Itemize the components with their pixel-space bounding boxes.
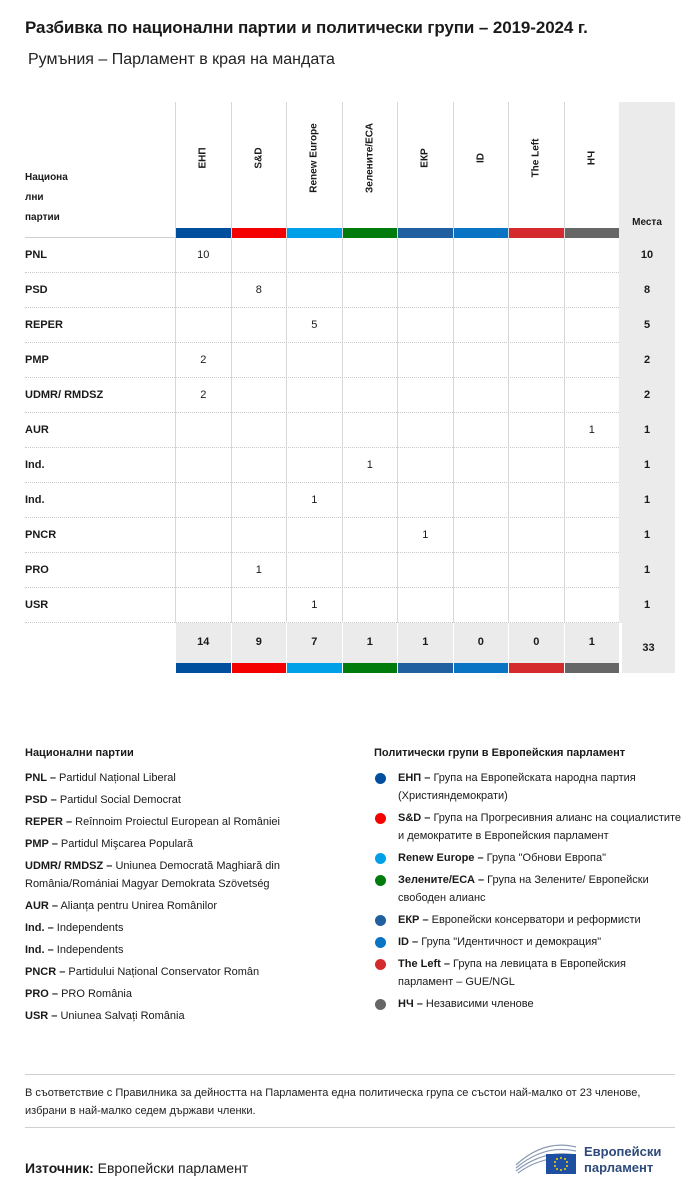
row-total: 1 <box>619 553 675 588</box>
seat-cell <box>453 273 509 308</box>
page-subtitle: Румъния – Парламент в края на мандата <box>28 51 335 68</box>
seat-cell <box>508 273 564 308</box>
seat-cell <box>231 238 287 273</box>
party-legend-item: AUR – Alianța pentru Unirea Românilor <box>25 900 217 912</box>
seat-cell <box>508 588 564 623</box>
divider <box>25 1127 675 1128</box>
seat-cell <box>175 553 231 588</box>
group-color-dot-icon <box>375 773 386 784</box>
row-total: 1 <box>619 588 675 623</box>
party-name: PNL <box>25 249 47 261</box>
seat-cell <box>231 378 287 413</box>
party-name: PSD <box>25 284 48 296</box>
seat-cell <box>564 588 620 623</box>
party-name: UDMR/ RMDSZ <box>25 389 104 401</box>
group-total: 1 <box>397 623 453 673</box>
seat-cell <box>508 553 564 588</box>
group-color-dot-icon <box>375 999 386 1010</box>
group-color-bar <box>176 663 231 673</box>
group-legend-item: Зелените/ЕСА – Група на Зелените/ Европейски свободен алианс <box>374 871 684 907</box>
seat-cell <box>453 518 509 553</box>
party-name: Ind. <box>25 494 45 506</box>
table-body <box>25 238 675 623</box>
national-parties-legend <box>25 747 355 1029</box>
group-column-header: Renew Europe <box>286 102 342 238</box>
party-legend-item: PNCR – Partidului Național Conservator Român <box>25 966 260 978</box>
seat-cell <box>175 448 231 483</box>
party-legend-item: Ind. – Independents <box>25 922 124 934</box>
group-total: 1 <box>564 623 620 673</box>
seat-cell <box>231 413 287 448</box>
seat-cell <box>286 238 342 273</box>
table-row <box>25 273 675 308</box>
party-name: Ind. <box>25 459 45 471</box>
seat-cell <box>453 483 509 518</box>
seat-cell <box>286 413 342 448</box>
row-total: 1 <box>619 448 675 483</box>
party-name: AUR <box>25 424 49 436</box>
seat-cell <box>508 378 564 413</box>
political-groups-legend <box>374 747 684 1017</box>
group-column-header: S&D <box>231 102 287 238</box>
seat-cell <box>564 273 620 308</box>
seat-cell <box>175 273 231 308</box>
seat-cell <box>342 518 398 553</box>
group-column-header: ID <box>453 102 509 238</box>
seat-cell: 1 <box>397 518 453 553</box>
seat-cell <box>453 553 509 588</box>
seat-cell <box>564 483 620 518</box>
row-total: 1 <box>619 413 675 448</box>
group-color-bar <box>343 663 398 673</box>
totals-row <box>25 623 675 673</box>
seat-cell <box>453 378 509 413</box>
party-legend-item: PSD – Partidul Social Democrat <box>25 794 181 806</box>
seat-cell <box>397 483 453 518</box>
group-color-dot-icon <box>375 853 386 864</box>
table-row <box>25 238 675 273</box>
seat-cell <box>453 413 509 448</box>
group-color-bar <box>287 663 342 673</box>
seat-cell <box>564 343 620 378</box>
group-legend-item: ЕНП – Група на Европейската народна партия (Християндемократи) <box>374 769 684 805</box>
seat-cell: 1 <box>286 588 342 623</box>
group-column-header: ЕНП <box>175 102 231 238</box>
row-total: 5 <box>619 308 675 343</box>
seat-cell: 5 <box>286 308 342 343</box>
group-color-dot-icon <box>375 937 386 948</box>
group-color-bar <box>565 228 620 238</box>
group-legend-item: ID – Група "Идентичност и демокрация" <box>374 933 684 951</box>
seat-cell <box>564 448 620 483</box>
group-column-header: ЕКР <box>397 102 453 238</box>
seat-cell <box>175 413 231 448</box>
seat-cell <box>508 483 564 518</box>
party-name: USR <box>25 599 49 611</box>
rules-note: В съответствие с Правилника за дейността на Парламента една политическа група се състои най-малко от 23 членове, избрани в най-малко седем държави членки. <box>25 1074 675 1120</box>
table-row <box>25 413 675 448</box>
seat-cell <box>342 553 398 588</box>
group-legend-item: S&D – Група на Прогресивния алианс на социалистите и демократите в Европейския парламент <box>374 809 684 845</box>
seat-cell <box>175 483 231 518</box>
group-color-bar <box>176 228 231 238</box>
group-color-dot-icon <box>375 813 386 824</box>
seat-cell <box>342 483 398 518</box>
seat-cell: 1 <box>286 483 342 518</box>
seat-cell <box>175 308 231 343</box>
seat-cell: 8 <box>231 273 287 308</box>
seat-cell <box>564 238 620 273</box>
table-row <box>25 378 675 413</box>
party-column-header: Национа лни партии <box>25 172 68 223</box>
row-total: 10 <box>619 238 675 273</box>
group-legend-item: Renew Europe – Група "Обнови Европа" <box>374 849 684 867</box>
party-name: PMP <box>25 354 49 366</box>
seat-cell <box>231 343 287 378</box>
seat-cell <box>342 378 398 413</box>
seat-cell <box>175 518 231 553</box>
group-color-bar <box>232 663 287 673</box>
seat-cell <box>564 553 620 588</box>
seat-cell <box>453 448 509 483</box>
seat-cell <box>453 343 509 378</box>
seat-cell <box>342 273 398 308</box>
table-row <box>25 553 675 588</box>
group-column-header: НЧ <box>564 102 620 238</box>
seat-cell <box>342 238 398 273</box>
seat-cell: 1 <box>231 553 287 588</box>
source-line: Източник: Европейски парламент <box>25 1160 249 1176</box>
seat-cell: 2 <box>175 343 231 378</box>
seat-cell <box>397 308 453 343</box>
row-total: 1 <box>619 518 675 553</box>
row-total: 2 <box>619 378 675 413</box>
table-row <box>25 518 675 553</box>
seat-cell <box>342 343 398 378</box>
group-color-bar <box>454 228 509 238</box>
seat-cell <box>231 588 287 623</box>
seat-cell <box>453 308 509 343</box>
seat-cell <box>286 448 342 483</box>
group-color-bar <box>509 663 564 673</box>
seat-cell <box>397 378 453 413</box>
group-color-bar <box>565 663 620 673</box>
party-legend-item: REPER – Reînnoim Proiectul European al României <box>25 816 280 828</box>
seat-cell <box>397 448 453 483</box>
table-row <box>25 343 675 378</box>
group-color-bar <box>287 228 342 238</box>
seat-cell <box>397 553 453 588</box>
group-color-bar <box>398 228 453 238</box>
table-header <box>25 102 675 238</box>
seat-cell <box>397 343 453 378</box>
seat-cell <box>508 343 564 378</box>
seat-cell <box>508 448 564 483</box>
seats-table <box>25 102 675 673</box>
seat-cell <box>508 238 564 273</box>
group-color-dot-icon <box>375 875 386 886</box>
group-total: 1 <box>342 623 398 673</box>
seat-cell <box>342 413 398 448</box>
table-row <box>25 588 675 623</box>
logo-text: Европейски парламент <box>584 1144 662 1175</box>
table-row <box>25 308 675 343</box>
table-row <box>25 483 675 518</box>
seat-cell <box>231 483 287 518</box>
seat-cell <box>286 553 342 588</box>
party-legend-item: PNL – Partidul Național Liberal <box>25 772 176 784</box>
seat-cell <box>231 308 287 343</box>
seat-cell <box>397 273 453 308</box>
group-color-dot-icon <box>375 959 386 970</box>
group-color-bar <box>232 228 287 238</box>
group-color-bar <box>454 663 509 673</box>
seat-cell <box>453 238 509 273</box>
seat-cell <box>397 588 453 623</box>
seat-cell <box>564 518 620 553</box>
seat-cell <box>508 308 564 343</box>
group-color-dot-icon <box>375 915 386 926</box>
group-color-bar <box>398 663 453 673</box>
seat-cell <box>508 413 564 448</box>
legend-title: Политически групи в Европейския парламент <box>374 747 626 759</box>
seat-cell: 1 <box>342 448 398 483</box>
party-legend-item: Ind. – Independents <box>25 944 124 956</box>
table-row <box>25 448 675 483</box>
group-legend-item: ЕКР – Европейски консерватори и реформисти <box>374 911 684 929</box>
party-legend-item: PMP – Partidul Mişcarea Populară <box>25 838 193 850</box>
row-total: 8 <box>619 273 675 308</box>
seat-cell <box>397 238 453 273</box>
seat-cell <box>508 518 564 553</box>
seat-cell <box>231 448 287 483</box>
seat-cell <box>453 588 509 623</box>
row-total: 2 <box>619 343 675 378</box>
seat-cell: 1 <box>564 413 620 448</box>
party-name: REPER <box>25 319 63 331</box>
seat-cell <box>286 378 342 413</box>
party-legend-item: USR – Uniunea Salvați România <box>25 1010 185 1022</box>
group-legend-item: The Left – Група на левицата в Европейския парламент – GUE/NGL <box>374 955 684 991</box>
seat-cell <box>342 588 398 623</box>
group-total: 14 <box>175 623 231 673</box>
seat-cell <box>397 413 453 448</box>
seats-column-header: Места <box>619 102 675 238</box>
page-title: Разбивка по национални партии и политически групи – 2019-2024 г. <box>25 18 588 37</box>
seat-cell: 2 <box>175 378 231 413</box>
seat-cell <box>231 518 287 553</box>
party-legend-item: UDMR/ RMDSZ – Uniunea Democrată Maghiară din România/Romániai Magyar Demokrata Szövetség <box>25 860 280 890</box>
group-legend-item: НЧ – Независими членове <box>374 995 684 1013</box>
seat-cell <box>564 378 620 413</box>
group-column-header: The Left <box>508 102 564 238</box>
seat-cell <box>286 343 342 378</box>
group-total: 0 <box>453 623 509 673</box>
seat-cell <box>286 518 342 553</box>
group-color-bar <box>343 228 398 238</box>
party-legend-item: PRO – PRO România <box>25 988 132 1000</box>
group-total: 7 <box>286 623 342 673</box>
group-color-bar <box>509 228 564 238</box>
seat-cell <box>175 588 231 623</box>
grand-total: 33 <box>619 623 675 673</box>
group-column-header: Зелените/ЕСА <box>342 102 398 238</box>
group-total: 0 <box>508 623 564 673</box>
group-total: 9 <box>231 623 287 673</box>
party-name: PNCR <box>25 529 57 541</box>
row-total: 1 <box>619 483 675 518</box>
legend-title: Национални партии <box>25 747 134 759</box>
party-name: PRO <box>25 564 49 576</box>
seat-cell <box>342 308 398 343</box>
seat-cell <box>286 273 342 308</box>
seat-cell <box>564 308 620 343</box>
seat-cell: 10 <box>175 238 231 273</box>
